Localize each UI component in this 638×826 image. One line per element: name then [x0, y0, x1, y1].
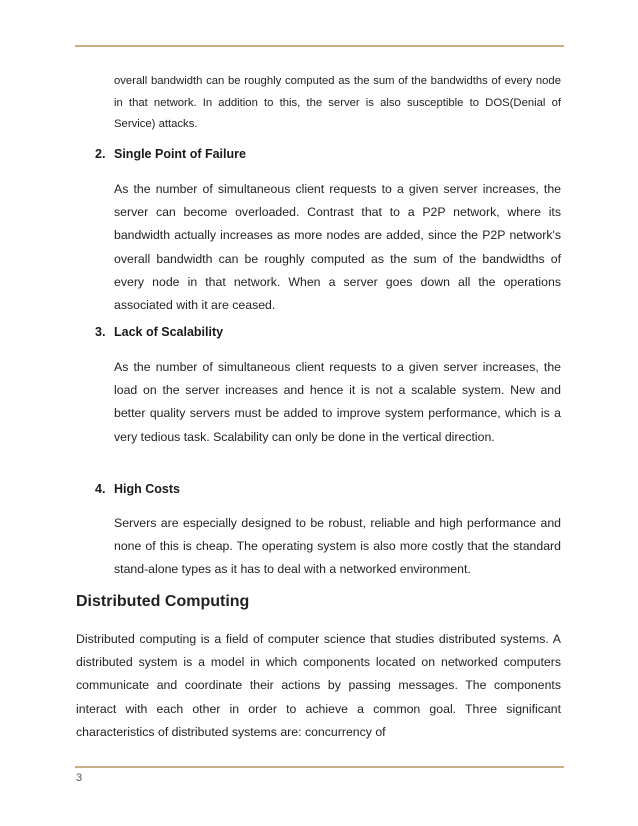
header-rule [75, 45, 564, 47]
item-paragraph-lack-of-scalability: As the number of simultaneous client requests to a given server increases, the load on the server increases and hence it is not a scalable system. New and better quality servers must be added to improve system performance, which is a very tedious task. Scalability can only be done in the vertical direction. [114, 360, 561, 444]
section-title: Distributed Computing [76, 593, 250, 610]
footer-rule [75, 766, 564, 768]
item-title: Single Point of Failure [114, 147, 246, 161]
item-number: 2. [95, 147, 106, 161]
item-number: 3. [95, 325, 106, 339]
section-paragraph: Distributed computing is a field of computer science that studies distributed systems. A distributed system is a model in which components located on networked computers communicate and coordinate their actions by passing messages. The components interact with each other in order to achieve a common goal. Three significant characteristics of distributed systems are: concurrency of [76, 632, 561, 739]
item-title: Lack of Scalability [114, 325, 224, 339]
intro-continuation-paragraph: overall bandwidth can be roughly computed as the sum of the bandwidths of every node in that network. In addition to this, the server is also susceptible to DOS(Denial of Service) attacks. [114, 75, 561, 130]
item-heading-lack-of-scalability [95, 325, 223, 339]
item-paragraph-high-costs: Servers are especially designed to be robust, reliable and high performance and none of this is cheap. The operating system is also more costly that the standard stand-alone types as it has to deal with a networked environment. [114, 516, 561, 577]
item-number: 4. [95, 482, 106, 496]
item-heading-single-point-of-failure [95, 147, 246, 161]
item-title: High Costs [114, 482, 180, 496]
item-heading-high-costs [95, 482, 180, 496]
page-number: 3 [76, 772, 83, 784]
item-paragraph-single-point-of-failure: As the number of simultaneous client requests to a given server increases, the server can become overloaded. Contrast that to a P2P network, where its bandwidth actually increases as more nodes are added, since the P2P network's overall bandwidth can be roughly computed as the sum of the bandwidths of every node in that network. When a server goes down all the operations associated with it are ceased. [114, 182, 561, 313]
